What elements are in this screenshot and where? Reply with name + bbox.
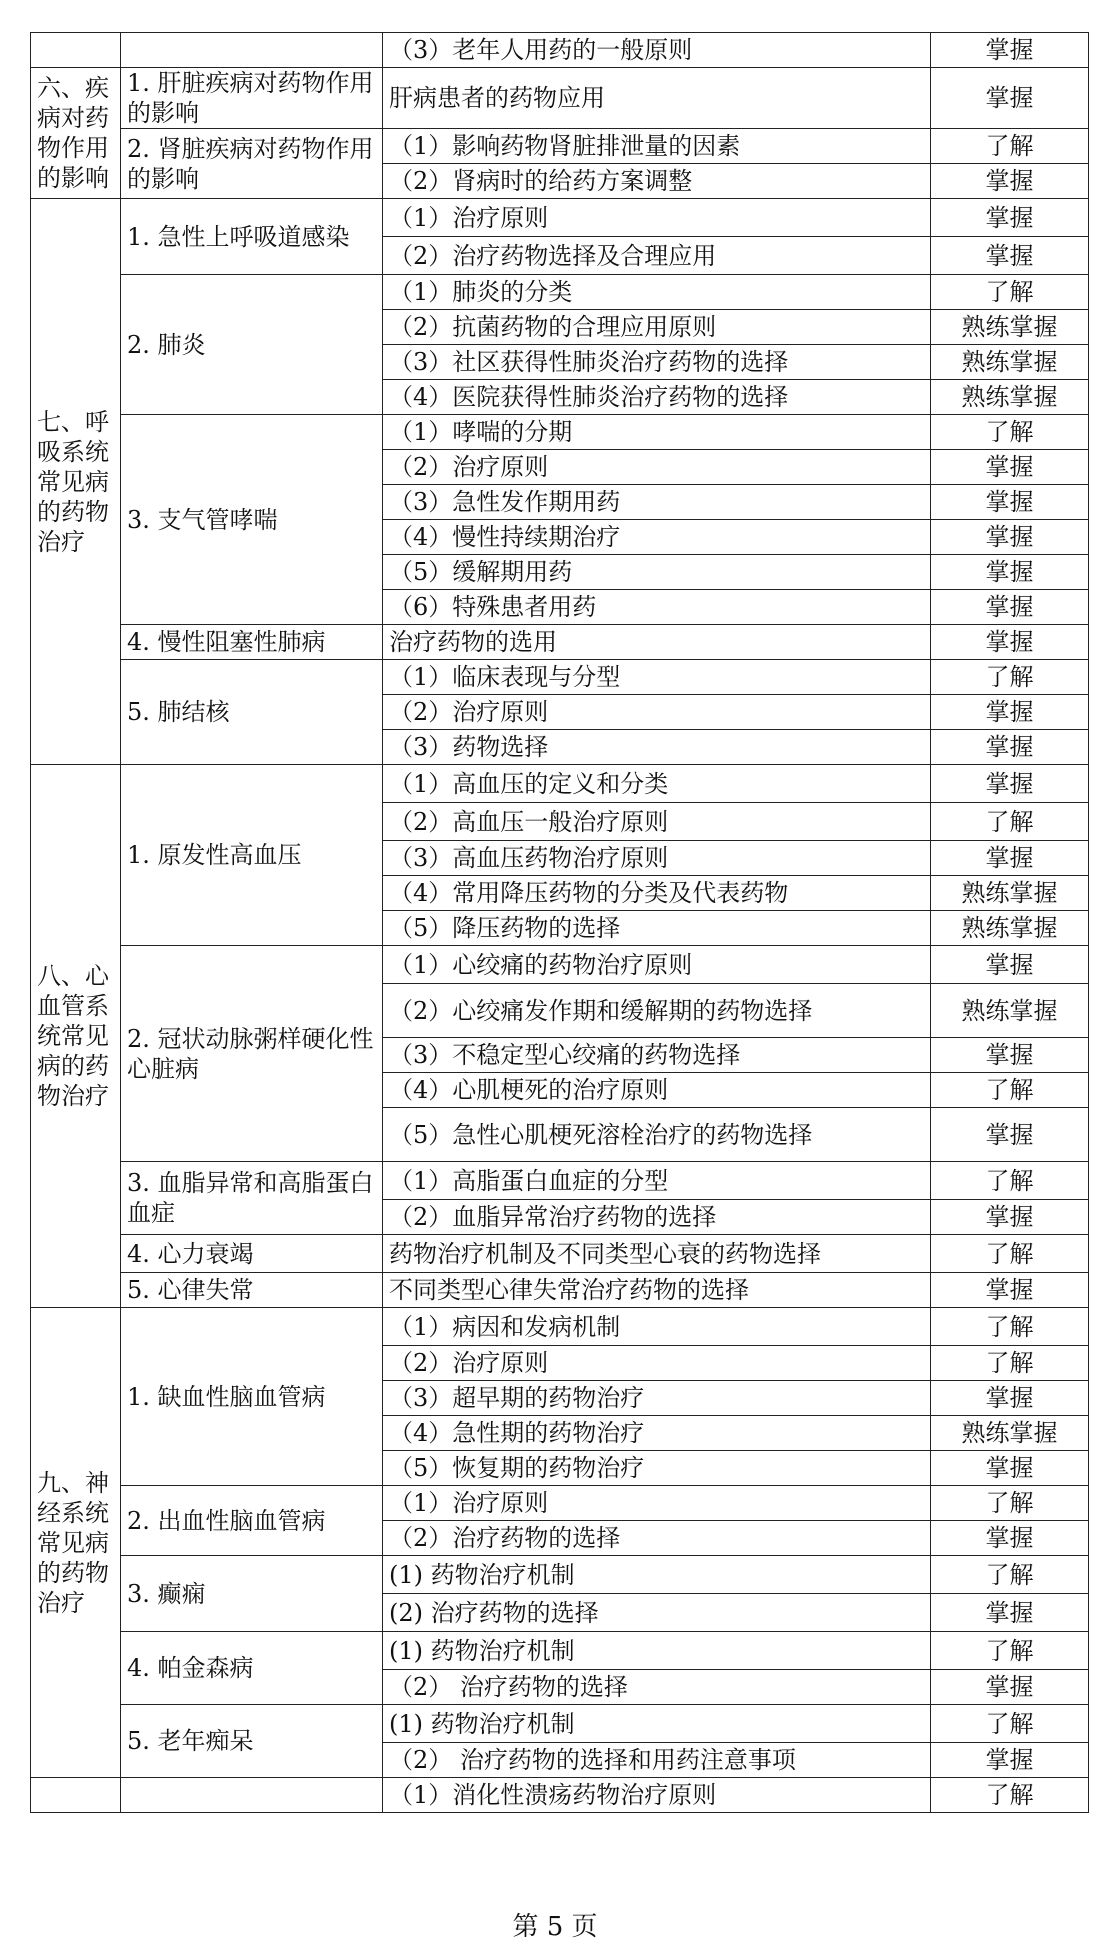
content-cell: （5）降压药物的选择 <box>383 911 931 946</box>
content-cell: （1）消化性溃疡药物治疗原则 <box>383 1778 931 1813</box>
content-cell: （1）治疗原则 <box>383 199 931 237</box>
topic-cell: 1. 急性上呼吸道感染 <box>121 199 383 275</box>
level-cell: 掌握 <box>931 1521 1089 1556</box>
level-cell: 了解 <box>931 129 1089 164</box>
level-cell: 熟练掌握 <box>931 984 1089 1038</box>
level-cell: 了解 <box>931 1486 1089 1521</box>
syllabus-table <box>30 32 1089 1813</box>
topic-cell: 3. 血脂异常和高脂蛋白血症 <box>121 1162 383 1235</box>
level-cell: 掌握 <box>931 33 1089 68</box>
level-cell: 熟练掌握 <box>931 310 1089 345</box>
level-cell: 掌握 <box>931 199 1089 237</box>
content-cell: (2) 治疗药物的选择 <box>383 1594 931 1632</box>
table-row <box>31 1632 1089 1670</box>
content-cell: （1）高血压的定义和分类 <box>383 765 931 803</box>
table-row <box>31 199 1089 237</box>
content-cell: （1）治疗原则 <box>383 1486 931 1521</box>
level-cell: 了解 <box>931 1308 1089 1346</box>
level-cell: 掌握 <box>931 1594 1089 1632</box>
page-number: 第 5 页 <box>512 1912 598 1942</box>
topic-cell: 4. 慢性阻塞性肺病 <box>121 625 383 660</box>
content-cell: （2）治疗原则 <box>383 695 931 730</box>
level-cell: 掌握 <box>931 730 1089 765</box>
table-row <box>31 129 1089 164</box>
topic-cell: 5. 心律失常 <box>121 1273 383 1308</box>
table-row <box>31 1308 1089 1346</box>
level-cell: 了解 <box>931 1556 1089 1594</box>
topic-cell: 1. 肝脏疾病对药物作用的影响 <box>121 68 383 129</box>
level-cell: 了解 <box>931 1705 1089 1743</box>
content-cell: （3）社区获得性肺炎治疗药物的选择 <box>383 345 931 380</box>
section-cell <box>31 33 121 68</box>
table-row <box>31 275 1089 310</box>
topic-cell: 1. 缺血性脑血管病 <box>121 1308 383 1486</box>
content-cell: （3）不稳定型心绞痛的药物选择 <box>383 1038 931 1073</box>
topic-cell: 3. 支气管哮喘 <box>121 415 383 625</box>
content-cell: （2）抗菌药物的合理应用原则 <box>383 310 931 345</box>
content-cell: （1）病因和发病机制 <box>383 1308 931 1346</box>
level-cell: 掌握 <box>931 1200 1089 1235</box>
level-cell: 了解 <box>931 275 1089 310</box>
content-cell: （4）常用降压药物的分类及代表药物 <box>383 876 931 911</box>
table-row <box>31 765 1089 803</box>
topic-cell: 5. 肺结核 <box>121 660 383 765</box>
content-cell: 不同类型心律失常治疗药物的选择 <box>383 1273 931 1308</box>
content-cell: （6）特殊患者用药 <box>383 590 931 625</box>
level-cell: 了解 <box>931 1632 1089 1670</box>
table-row <box>31 625 1089 660</box>
table-row <box>31 1486 1089 1521</box>
table-row <box>31 415 1089 450</box>
level-cell: 掌握 <box>931 625 1089 660</box>
content-cell: （3）药物选择 <box>383 730 931 765</box>
content-cell: （2）高血压一般治疗原则 <box>383 803 931 841</box>
topic-cell: 4. 帕金森病 <box>121 1632 383 1705</box>
level-cell: 熟练掌握 <box>931 1416 1089 1451</box>
topic-cell: 2. 肺炎 <box>121 275 383 415</box>
topic-cell <box>121 33 383 68</box>
content-cell: （5）急性心肌梗死溶栓治疗的药物选择 <box>383 1108 931 1162</box>
content-cell: （4）心肌梗死的治疗原则 <box>383 1073 931 1108</box>
content-cell: （4）急性期的药物治疗 <box>383 1416 931 1451</box>
level-cell: 熟练掌握 <box>931 380 1089 415</box>
content-cell: (1) 药物治疗机制 <box>383 1705 931 1743</box>
topic-cell: 5. 老年痴呆 <box>121 1705 383 1778</box>
content-cell: （2）治疗药物的选择 <box>383 1521 931 1556</box>
topic-cell: 4. 心力衰竭 <box>121 1235 383 1273</box>
section-cell: 七、呼吸系统常见病的药物治疗 <box>31 199 121 765</box>
content-cell: （3）急性发作期用药 <box>383 485 931 520</box>
table-row <box>31 1235 1089 1273</box>
table-row <box>31 946 1089 984</box>
content-cell: （2）治疗原则 <box>383 450 931 485</box>
level-cell: 熟练掌握 <box>931 345 1089 380</box>
level-cell: 了解 <box>931 1162 1089 1200</box>
topic-cell <box>121 1778 383 1813</box>
level-cell: 掌握 <box>931 695 1089 730</box>
level-cell: 掌握 <box>931 590 1089 625</box>
level-cell: 掌握 <box>931 1108 1089 1162</box>
level-cell: 掌握 <box>931 1670 1089 1705</box>
content-cell: （4）医院获得性肺炎治疗药物的选择 <box>383 380 931 415</box>
level-cell: 掌握 <box>931 1381 1089 1416</box>
level-cell: 掌握 <box>931 237 1089 275</box>
content-cell: （1）哮喘的分期 <box>383 415 931 450</box>
level-cell: 了解 <box>931 1778 1089 1813</box>
content-cell: （3）老年人用药的一般原则 <box>383 33 931 68</box>
content-cell: （2） 治疗药物的选择 <box>383 1670 931 1705</box>
topic-cell: 2. 肾脏疾病对药物作用的影响 <box>121 129 383 199</box>
level-cell: 掌握 <box>931 946 1089 984</box>
content-cell: （1）心绞痛的药物治疗原则 <box>383 946 931 984</box>
topic-cell: 2. 冠状动脉粥样硬化性心脏病 <box>121 946 383 1162</box>
level-cell: 掌握 <box>931 164 1089 199</box>
content-cell: （5）缓解期用药 <box>383 555 931 590</box>
topic-cell: 1. 原发性高血压 <box>121 765 383 946</box>
section-cell: 九、神经系统常见病的药物治疗 <box>31 1308 121 1778</box>
content-cell: 肝病患者的药物应用 <box>383 68 931 129</box>
content-cell: （3）超早期的药物治疗 <box>383 1381 931 1416</box>
level-cell: 了解 <box>931 415 1089 450</box>
level-cell: 掌握 <box>931 1273 1089 1308</box>
content-cell: （1）临床表现与分型 <box>383 660 931 695</box>
content-cell: （2）心绞痛发作期和缓解期的药物选择 <box>383 984 931 1038</box>
level-cell: 掌握 <box>931 1451 1089 1486</box>
level-cell: 了解 <box>931 803 1089 841</box>
content-cell: （1）高脂蛋白血症的分型 <box>383 1162 931 1200</box>
content-cell: （2）血脂异常治疗药物的选择 <box>383 1200 931 1235</box>
table-row <box>31 1162 1089 1200</box>
topic-cell: 2. 出血性脑血管病 <box>121 1486 383 1556</box>
content-cell: （2）肾病时的给药方案调整 <box>383 164 931 199</box>
level-cell: 熟练掌握 <box>931 876 1089 911</box>
table-row <box>31 68 1089 129</box>
content-cell: （1）影响药物肾脏排泄量的因素 <box>383 129 931 164</box>
level-cell: 掌握 <box>931 450 1089 485</box>
level-cell: 掌握 <box>931 1038 1089 1073</box>
level-cell: 掌握 <box>931 555 1089 590</box>
table-row <box>31 660 1089 695</box>
level-cell: 掌握 <box>931 68 1089 129</box>
content-cell: （5）恢复期的药物治疗 <box>383 1451 931 1486</box>
content-cell: （2） 治疗药物的选择和用药注意事项 <box>383 1743 931 1778</box>
level-cell: 了解 <box>931 1073 1089 1108</box>
content-cell: （1）肺炎的分类 <box>383 275 931 310</box>
content-cell: （2）治疗原则 <box>383 1346 931 1381</box>
content-cell: 药物治疗机制及不同类型心衰的药物选择 <box>383 1235 931 1273</box>
content-cell: 治疗药物的选用 <box>383 625 931 660</box>
level-cell: 了解 <box>931 1235 1089 1273</box>
level-cell: 掌握 <box>931 1743 1089 1778</box>
level-cell: 掌握 <box>931 765 1089 803</box>
level-cell: 掌握 <box>931 841 1089 876</box>
table-row <box>31 1273 1089 1308</box>
table-row <box>31 33 1089 68</box>
section-cell <box>31 1778 121 1813</box>
content-cell: （2）治疗药物选择及合理应用 <box>383 237 931 275</box>
level-cell: 掌握 <box>931 520 1089 555</box>
content-cell: （3）高血压药物治疗原则 <box>383 841 931 876</box>
section-cell: 八、心血管系统常见病的药物治疗 <box>31 765 121 1308</box>
level-cell: 了解 <box>931 1346 1089 1381</box>
level-cell: 熟练掌握 <box>931 911 1089 946</box>
table-row <box>31 1778 1089 1813</box>
table-row <box>31 1705 1089 1743</box>
topic-cell: 3. 癫痫 <box>121 1556 383 1632</box>
level-cell: 了解 <box>931 660 1089 695</box>
level-cell: 掌握 <box>931 485 1089 520</box>
content-cell: （4）慢性持续期治疗 <box>383 520 931 555</box>
table-row <box>31 1556 1089 1594</box>
section-cell: 六、疾病对药物作用的影响 <box>31 68 121 199</box>
content-cell: (1) 药物治疗机制 <box>383 1556 931 1594</box>
content-cell: (1) 药物治疗机制 <box>383 1632 931 1670</box>
